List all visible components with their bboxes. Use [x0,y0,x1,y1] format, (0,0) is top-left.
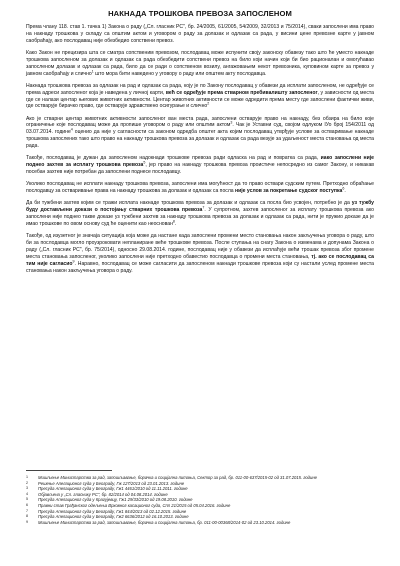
footnote-item: 7 Пресуда Апелационог суда у Београду, Гж1 844/2013 од 02.12.2015. године [26,508,187,514]
footnote-item: 5 Пресуда Апелационог суда у Крагујевцу, Гж1 29/33/2010 од 19.08.2010. године [26,497,193,503]
paragraph-8: Такође, од изузетног је значаја ситуација која може да настане када запослени промени место становања након закључења уговора о раду, што би за послодавца могло проузроковати непланиране веће трошкове превоза. После ступања на снагу Закона о изменама и допунама Закона о раду („Сл. гласник РС", бр. 75/2014), односно 29.08.2014. године, послодавац није у обавези да исплаћује већи трошак превоза због промене места становања запосленог, уколико запослени није претходно обавестио послодавца о промени места становања, тј. ако се послодавац са тим није сагласио$^9$. Наравно, послодавац се може сагласити да запосленом накнади трошкове превоза који су настали услед промене места становања након закључења уговора о раду. [26,232,374,274]
footnote-ref[interactable]: 4 [70,127,73,132]
paragraph-7: Да би тужбени захтев којим се тражи исплата накнаде трошкова превоза за долазак и одлазак са посла био усвојен, потребно је да уз тужбу буду достављени докази о постојању стварних трошкова превоза$^7$. У супротном, захтев запосленог за исплату трошкова превоза ако запослени није поднео такве доказе уз тужбени захтев за накнаду трошкова превоза за долазак и одлазак са рада, нити је пружио доказе да је имао трошкове по овом основу суд ће оценити као неоснован$^8$. [26,200,374,227]
paragraph-2: Како Закон не прецизира шта се сматра сопственим превозом, послодавац може испунити своју законску обавезу тако што ће уместо накнаде трошкова запосленом за долазак и одлазак са рада обезбедити сопствени превоз на било који начин који би био рационалан и омогућавао запосленом долазак и одлазак са рада, било да се ради о сопственом возилу, ангажовањем некот превозника, куповином карте за превоз у јавном саобраћају и слично$^1$ што мора бити наведено у уговору о раду или општем акту послодавца. [26,49,374,77]
footnote-item: 9 Мишљење Министарства за рад, запошљавање, борачка и социјална питања, бр. 011-00-00368/2014-02 од 23.10.2014. године [26,519,291,525]
page-title: НАКНАДА ТРОШКОВА ПРЕВОЗА ЗАПОСЛЕНОМ [108,9,292,18]
paragraph-3: Накнада трошкова превоза за одлазак на рад и одлазак са рада, коју је по Закону послодавац у обавези да исплати запосленом, не одређује се према адреси запосленог која је наведена у личној карти, већ се одређује према стварном пребивалишту запосленог, у зависности од места где се налази центар његових животних активности. Центар животних активности се може одредити према месту где запослени фактички живи, где остварује бирачко право, где остварује здравствено осигурање и слично$^2$ [26,82,374,110]
footnotes [26,475,374,525]
footnote-ref[interactable]: 2 [207,101,210,106]
paragraph-4: Ако је стварни центар животних активности запосленог ван места рада, запослени остварује право на накнаду, без обзира на било које ограничење које послодавац може да пропише уговором о раду или општим актом$^3$. Чак је Уставни суд, својом одлуком IУо број 154/2011 од 03.07.2014. године$^4$ оценио да није у сагласности са законом одредба општег акта којим послодавац утврђује услове за остваривање накнаде трошкова запослених тако што право на накнаду трошкова превоза за долазак и одлазак са рада везује за удаљеност места становања од места рада. [26,115,375,150]
footnote-ref[interactable]: 7 [202,205,205,210]
footnote-ref[interactable]: 6 [342,186,345,191]
footnote-ref[interactable]: 9 [72,258,75,263]
paragraph-6: Уколико послодавац не исплати накнаду трошкова превоза, запослени има могућност да то право оствари судским путем. Претходно обраћање послодавцу за остваривање права на накнаду трошкова за долазак и одлазак са посла није услов за покретање судског поступка$^6$. [26,181,374,195]
footnote-item: 4 Објављена у „Сл. гласнику РС", бр. 82/2014 од 04.08.2014. године [26,491,168,497]
footnote-item: 6 Правни став Грађанског одељења Врховног касационог суда, Спп 21/2015 од 05.04.2016. године [26,502,231,508]
footnote-divider [26,470,112,471]
footnote-item: 1 Мишљење Министарства за рад, запошљавање, борачка и социјална питања, Сектор за рад, бр. 011-00-637/2015-02 од 31.07.2015. године [26,475,317,480]
footnote-item: 2 Решење Апелационог суда у Београду, Гж 127/2013 од 23.01.2013. године [26,480,185,486]
paragraph-1: Према члану 118. став 1. тачка 1) Закона о раду („Сл. гласник РС", бр. 24/2005, 61/2005, 54/2009, 32/2013 и 75/2014), сваки запослени има право на накнаду трошкова у складу са општим актом и уговором о раду за долазак и одлазак са рада, у висини цене превозне карте у јавном саобраћају, ако послодавац није обезбедио сопствени превоз. [26,24,374,44]
footnote-ref[interactable]: 8 [172,219,175,224]
footnote-item: 3 Пресуда Апелационог суда у Београду, Гж1 4461/2010 од 11.11.2011. године [26,486,188,492]
footnote-item: 8 Пресуда Апелационог суда у Београду, Гж2 6636/2012 од 16.10.2013. године [26,514,189,520]
footnote-ref[interactable]: 3 [230,120,233,125]
paragraph-5: Такође, послодавац је дужан да запосленом надокнади трошкове превоза ради одласка на рад и повратка са рада, иако запослени није поднео захтев за исплату трошкова превоза$^5$, јер право на накнаду трошкова превоза проистиче непосредно из самог Закону, и никакав посебан захтев није потребан да запослени поднесе послодавцу. [26,155,374,176]
footnote-ref[interactable]: 5 [143,160,146,165]
footnote-ref[interactable]: 1 [91,68,94,73]
